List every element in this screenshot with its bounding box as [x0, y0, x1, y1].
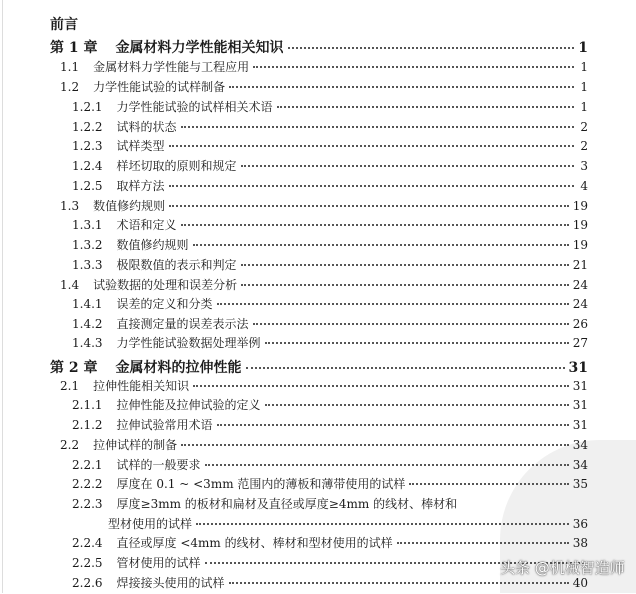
entry-page: 31: [572, 398, 588, 412]
entry-number: 1.4.1: [72, 297, 103, 311]
toc-entry[interactable]: [72, 216, 588, 236]
entry-page: 40: [572, 576, 588, 590]
entry-page: 21: [572, 258, 588, 272]
dot-leader: [253, 66, 574, 68]
entry-title: 拉伸试样的制备: [93, 438, 178, 452]
entry-number: 1.4.2: [72, 317, 103, 331]
toc-entry[interactable]: [108, 515, 588, 535]
entry-number: 1.2.5: [72, 179, 103, 193]
dot-leader: [253, 323, 569, 325]
dot-leader: [241, 264, 569, 266]
entry-number: 1.3.3: [72, 258, 103, 272]
entry-title: 取样方法: [116, 179, 165, 193]
page-edge: [2, 0, 3, 593]
entry-page: 34: [572, 458, 588, 472]
toc-entry[interactable]: [72, 256, 588, 276]
dot-leader: [277, 106, 574, 108]
entry-page: 4: [580, 179, 588, 193]
toc-entry[interactable]: [60, 377, 588, 397]
entry-page: 2: [580, 139, 588, 153]
entry-page: 19: [572, 218, 588, 232]
entry-title: 极限数值的表示和判定: [116, 258, 237, 272]
entry-title: 试料的状态: [116, 120, 177, 134]
entry-title: 金属材料的拉伸性能: [115, 360, 242, 376]
entry-title: 样坯切取的原则和规定: [116, 159, 237, 173]
entry-number: 2.2.4: [72, 536, 103, 550]
dot-leader: [181, 126, 574, 128]
dot-leader: [196, 523, 569, 525]
entry-number: 2.1: [60, 379, 80, 393]
dot-leader: [181, 444, 569, 446]
dot-leader: [241, 165, 574, 167]
entry-title: 力学性能试验数据处理举例: [116, 336, 261, 350]
toc-entry[interactable]: [72, 295, 588, 315]
entry-title: 厚度在 0.1 ~ <3mm 范围内的薄板和薄带使用的试样: [116, 477, 406, 491]
entry-page: 31: [572, 379, 588, 393]
toc-entry[interactable]: [72, 157, 588, 177]
entry-page: 2: [580, 120, 588, 134]
entry-title: 力学性能试验的试样制备: [93, 80, 226, 94]
dot-leader: [265, 342, 569, 344]
toc-entry[interactable]: [60, 276, 588, 296]
dot-leader: [169, 205, 569, 207]
entry-number: 2.2.1: [72, 458, 103, 472]
entry-number: 1.2.1: [72, 100, 103, 114]
entry-page: 19: [572, 199, 588, 213]
toc-entry[interactable]: [72, 334, 588, 354]
dot-leader: [169, 145, 574, 147]
entry-title: 金属材料力学性能与工程应用: [93, 60, 250, 74]
dot-leader: [241, 284, 569, 286]
toc-entry[interactable]: [72, 98, 588, 118]
dot-leader: [397, 542, 569, 544]
dot-leader: [217, 303, 569, 305]
toc-entry[interactable]: [60, 78, 588, 98]
watermark-text: 头条 @机械智造师: [500, 559, 625, 577]
entry-number: 第 2 章: [50, 360, 98, 376]
entry-number: 2.1.1: [72, 398, 103, 412]
toc-entry[interactable]: [60, 197, 588, 217]
toc-entry[interactable]: [72, 495, 588, 515]
entry-page: 1: [578, 40, 588, 56]
entry-page: 36: [572, 517, 588, 531]
entry-title: 型材使用的试样: [108, 517, 193, 531]
entry-title: 力学性能试验的试样相关术语: [116, 100, 273, 114]
preface-heading: 前言: [50, 17, 78, 33]
entry-number: 2.2.2: [72, 477, 103, 491]
dot-leader: [217, 424, 569, 426]
entry-number: 1.2: [60, 80, 80, 94]
entry-number: 1.3.2: [72, 238, 103, 252]
toc-entry[interactable]: [72, 315, 588, 335]
entry-page: 38: [572, 536, 588, 550]
entry-number: 1.2.2: [72, 120, 103, 134]
entry-title: 数值修约规则: [116, 238, 189, 252]
entry-number: 2.1.2: [72, 418, 103, 432]
entry-page: 1: [580, 100, 588, 114]
entry-title: 试样类型: [116, 139, 165, 153]
dot-leader: [169, 185, 574, 187]
entry-page: 31: [568, 360, 588, 376]
entry-title: 数值修约规则: [93, 199, 166, 213]
entry-title: 直径或厚度 <4mm 的线材、棒材和型材使用的试样: [116, 536, 393, 550]
dot-leader: [409, 483, 568, 485]
entry-page: 24: [572, 278, 588, 292]
entry-page: 1: [580, 80, 588, 94]
dot-leader: [229, 86, 574, 88]
dot-leader: [246, 367, 565, 369]
entry-title: 直接测定量的误差表示法: [116, 317, 249, 331]
dot-leader: [205, 464, 569, 466]
entry-title: 试验数据的处理和误差分析: [93, 278, 238, 292]
entry-page: 34: [572, 438, 588, 452]
entry-number: 2.2.3: [72, 497, 103, 511]
entry-number: 1.4: [60, 278, 80, 292]
entry-title: 误差的定义和分类: [116, 297, 213, 311]
toc-entry[interactable]: [72, 534, 588, 554]
entry-number: 2.2.6: [72, 576, 103, 590]
entry-page: 24: [572, 297, 588, 311]
toc-entry[interactable]: [72, 177, 588, 197]
toc-entry[interactable]: [72, 416, 588, 436]
entry-page: 35: [572, 477, 588, 491]
toc-entry[interactable]: [60, 58, 588, 78]
toc-entry[interactable]: [72, 396, 588, 416]
toc-entry[interactable]: [50, 357, 588, 377]
entry-title: 拉伸性能相关知识: [93, 379, 190, 393]
entry-number: 第 1 章: [50, 40, 98, 56]
toc-entry[interactable]: [60, 436, 588, 456]
dot-leader: [229, 582, 569, 584]
dot-leader: [193, 244, 569, 246]
dot-leader: [265, 404, 569, 406]
entry-number: 2.2: [60, 438, 80, 452]
dot-leader: [181, 224, 569, 226]
entry-number: 1.1: [60, 60, 80, 74]
toc-entry[interactable]: [72, 137, 588, 157]
entry-title: 管材使用的试样: [116, 556, 201, 570]
toc-entry[interactable]: [72, 475, 588, 495]
entry-number: 1.3: [60, 199, 80, 213]
entry-number: 1.3.1: [72, 218, 103, 232]
entry-page: 26: [572, 317, 588, 331]
entry-number: 1.2.3: [72, 139, 103, 153]
entry-page: 19: [572, 238, 588, 252]
entry-page: 1: [580, 60, 588, 74]
toc-entry[interactable]: [72, 236, 588, 256]
entry-number: 1.2.4: [72, 159, 103, 173]
entry-number: 1.4.3: [72, 336, 103, 350]
dot-leader: [193, 385, 569, 387]
entry-title: 术语和定义: [116, 218, 177, 232]
entry-title: 厚度≥3mm 的板材和扁材及直径或厚度≥4mm 的线材、棒材和: [116, 497, 458, 511]
entry-title: 焊接接头使用的试样: [116, 576, 225, 590]
entry-title: 试样的一般要求: [116, 458, 201, 472]
entry-page: 27: [572, 336, 588, 350]
entry-page: 3: [580, 159, 588, 173]
toc-entry[interactable]: [72, 456, 588, 476]
toc-entry[interactable]: [50, 37, 588, 57]
dot-leader: [288, 47, 575, 49]
entry-number: 2.2.5: [72, 556, 103, 570]
entry-title: 拉伸性能及拉伸试验的定义: [116, 398, 261, 412]
entry-title: 拉伸试验常用术语: [116, 418, 213, 432]
entry-page: 31: [572, 418, 588, 432]
entry-title: 金属材料力学性能相关知识: [115, 40, 284, 56]
toc-entry[interactable]: [72, 118, 588, 138]
